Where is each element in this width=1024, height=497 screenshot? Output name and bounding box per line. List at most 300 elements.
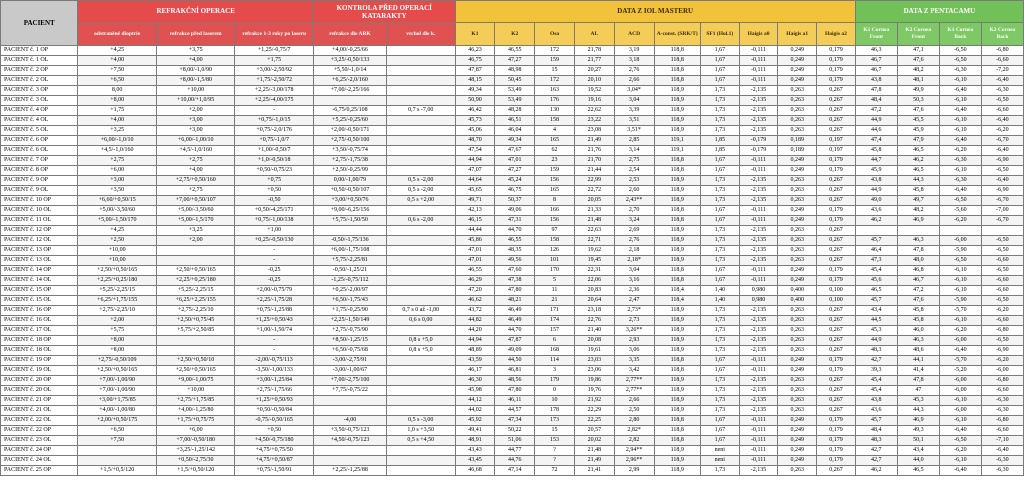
table-cell: +1,25/+0,50/93 bbox=[235, 396, 314, 406]
patient-name-cell: PACIENT č. 10 OL bbox=[1, 206, 78, 216]
table-cell: 0,179 bbox=[817, 446, 856, 456]
table-cell: +7,50 bbox=[78, 436, 157, 446]
table-cell bbox=[386, 246, 455, 256]
table-cell: 1,67 bbox=[700, 66, 739, 76]
table-cell: 0,5 s -2,00 bbox=[386, 176, 455, 186]
table-cell: 45,8 bbox=[855, 146, 897, 156]
table-cell: +5,00/-3,50/60 bbox=[156, 206, 235, 216]
table-cell: +1,00/-0,50/7 bbox=[235, 146, 314, 156]
table-cell: -0,111 bbox=[739, 276, 778, 286]
table-cell: +4,00 bbox=[78, 56, 157, 66]
table-cell: 21,92 bbox=[574, 396, 614, 406]
table-cell: 0,263 bbox=[778, 106, 817, 116]
table-cell: 46,8 bbox=[897, 266, 939, 276]
table-cell: 20,02 bbox=[574, 436, 614, 446]
subheader-cell: A-const. (SRK/T) bbox=[654, 23, 700, 46]
table-row bbox=[1, 276, 1024, 286]
table-cell: -6,30 bbox=[981, 86, 1023, 96]
table-cell: 0,249 bbox=[778, 426, 817, 436]
table-cell: -6,60 bbox=[981, 256, 1023, 266]
table-cell: 44,6 bbox=[855, 126, 897, 136]
table-cell bbox=[386, 256, 455, 266]
table-cell: 0,263 bbox=[778, 466, 817, 476]
table-cell bbox=[939, 226, 981, 236]
table-cell: +5,00/-1,50/170 bbox=[78, 216, 157, 226]
table-cell: 170 bbox=[535, 266, 575, 276]
table-cell: -6,40 bbox=[939, 466, 981, 476]
table-cell: +4,50/-0,75/123 bbox=[313, 436, 386, 446]
table-cell: 48,70 bbox=[455, 136, 495, 146]
patient-name-cell: PACIENT č. 3 OP bbox=[1, 86, 78, 96]
table-cell: +7,00/-1,00/90 bbox=[78, 386, 157, 396]
table-row bbox=[1, 346, 1024, 356]
table-cell: +5,00/-3,50/60 bbox=[78, 206, 157, 216]
table-cell bbox=[386, 266, 455, 276]
table-cell: 130 bbox=[535, 106, 575, 116]
table-cell: 118,9 bbox=[654, 336, 700, 346]
table-cell: 118,9 bbox=[654, 126, 700, 136]
table-cell bbox=[386, 116, 455, 126]
table-cell: 0,267 bbox=[817, 126, 856, 136]
table-cell: 0,179 bbox=[817, 206, 856, 216]
table-cell: -5,70 bbox=[939, 306, 981, 316]
table-cell: +8,00 bbox=[78, 336, 157, 346]
table-cell: 0,267 bbox=[817, 96, 856, 106]
table-cell: 118,8 bbox=[654, 156, 700, 166]
table-cell: -6,10 bbox=[939, 456, 981, 466]
table-cell: +7,00/-2,25/166 bbox=[313, 86, 386, 96]
patient-name-cell: PACIENT č. 21 OL bbox=[1, 406, 78, 416]
table-cell: 45,5 bbox=[897, 116, 939, 126]
table-cell: 0,400 bbox=[778, 296, 817, 306]
table-cell: +0,50/-0,75/23 bbox=[235, 166, 314, 176]
table-cell: 1,67 bbox=[700, 46, 739, 56]
table-cell: 3,04 bbox=[614, 266, 654, 276]
table-cell: +7,00/-0,50/180 bbox=[156, 436, 235, 446]
table-cell: 43,8 bbox=[855, 176, 897, 186]
table-cell: -5,20 bbox=[939, 366, 981, 376]
table-cell: -0,111 bbox=[739, 356, 778, 366]
table-cell: 1,67 bbox=[700, 436, 739, 446]
table-cell: 0,249 bbox=[778, 416, 817, 426]
table-cell: +7,50 bbox=[78, 66, 157, 76]
table-cell: +3,25/-0,50/133 bbox=[313, 56, 386, 66]
patient-name-cell: PACIENT č. 2 OP bbox=[1, 66, 78, 76]
table-cell: +2,75 bbox=[156, 156, 235, 166]
table-cell: 45,92 bbox=[455, 416, 495, 426]
table-cell: 0,249 bbox=[778, 216, 817, 226]
table-cell bbox=[386, 56, 455, 66]
table-cell: 53,49 bbox=[495, 86, 535, 96]
table-cell: 0 bbox=[535, 386, 575, 396]
table-cell: -6,50 bbox=[939, 196, 981, 206]
table-cell: +6,00/-1,00/10 bbox=[156, 136, 235, 146]
patient-name-cell: PACIENT č. 22 OP bbox=[1, 426, 78, 436]
table-cell: 0,263 bbox=[778, 246, 817, 256]
table-cell: 0,263 bbox=[778, 176, 817, 186]
table-cell: -2,135 bbox=[739, 126, 778, 136]
table-cell: +3,50/-0,75/74 bbox=[313, 146, 386, 156]
table-cell: 72 bbox=[535, 466, 575, 476]
table-row bbox=[1, 376, 1024, 386]
table-cell: -6,40 bbox=[939, 106, 981, 116]
table-cell: 48,35 bbox=[495, 246, 535, 256]
patient-name-cell: PACIENT č. 23 OL bbox=[1, 436, 78, 446]
table-cell: 0,263 bbox=[778, 196, 817, 206]
table-cell: 0,8 s +5,0 bbox=[386, 346, 455, 356]
table-cell: 1,73 bbox=[700, 306, 739, 316]
table-cell: 46,04 bbox=[495, 126, 535, 136]
table-cell: 1,85 bbox=[700, 146, 739, 156]
table-cell: 46,2 bbox=[897, 156, 939, 166]
table-cell: +2,50/-0,25/99 bbox=[313, 166, 386, 176]
table-cell: 46,17 bbox=[455, 366, 495, 376]
table-cell: 118,9 bbox=[654, 316, 700, 326]
table-cell: 0,249 bbox=[778, 156, 817, 166]
table-cell: 2,76 bbox=[614, 236, 654, 246]
subheader-cell: K2 Cornea Back bbox=[981, 23, 1023, 46]
table-cell: 22,31 bbox=[574, 266, 614, 276]
table-cell bbox=[897, 226, 939, 236]
table-cell: 46,49 bbox=[495, 306, 535, 316]
table-cell: +2,75/+1,75/85 bbox=[156, 396, 235, 406]
table-cell: 44,02 bbox=[455, 406, 495, 416]
table-row bbox=[1, 96, 1024, 106]
table-cell: -6,50 bbox=[939, 256, 981, 266]
table-cell: 21,49 bbox=[574, 136, 614, 146]
table-cell: 22,62 bbox=[574, 106, 614, 116]
table-cell bbox=[386, 226, 455, 236]
table-cell: -2,135 bbox=[739, 176, 778, 186]
table-cell: 47,01 bbox=[455, 256, 495, 266]
table-cell: -0,111 bbox=[739, 76, 778, 86]
table-cell: 23,03 bbox=[574, 356, 614, 366]
table-cell: 118,8 bbox=[654, 66, 700, 76]
table-cell: -6,00 bbox=[981, 366, 1023, 376]
table-cell: +3,00 bbox=[156, 116, 235, 126]
table-cell: 21,78 bbox=[574, 46, 614, 56]
table-cell: 2,76 bbox=[614, 66, 654, 76]
patient-name-cell: PACIENT č. 6 OL bbox=[1, 146, 78, 156]
table-cell: 45,7 bbox=[855, 236, 897, 246]
table-cell: 118,8 bbox=[654, 56, 700, 66]
table-cell: -6,20 bbox=[981, 306, 1023, 316]
table-cell: 6 bbox=[535, 336, 575, 346]
table-cell: 46,55 bbox=[495, 46, 535, 56]
table-cell: 46,81 bbox=[495, 366, 535, 376]
table-cell: 0,267 bbox=[817, 466, 856, 476]
patient-name-cell: PACIENT č. 15 OL bbox=[1, 296, 78, 306]
table-cell: +2,50/+0,50/165 bbox=[78, 266, 157, 276]
table-cell: -6,90 bbox=[981, 346, 1023, 356]
table-cell: +6,25/+1,75/155 bbox=[78, 296, 157, 306]
table-cell: 0,267 bbox=[817, 236, 856, 246]
table-row bbox=[1, 236, 1024, 246]
table-cell: 23 bbox=[535, 156, 575, 166]
table-cell: -0,111 bbox=[739, 416, 778, 426]
table-cell: 1,40 bbox=[700, 286, 739, 296]
table-cell: -5,70 bbox=[939, 356, 981, 366]
table-cell: +2,25/-4,00/175 bbox=[235, 96, 314, 106]
table-cell: 172 bbox=[535, 46, 575, 56]
table-cell: +1,75 bbox=[235, 56, 314, 66]
table-cell: 45,6 bbox=[855, 276, 897, 286]
table-cell: 119,1 bbox=[654, 136, 700, 146]
table-cell: 0,179 bbox=[817, 366, 856, 376]
table-cell: 48,3 bbox=[855, 346, 897, 356]
table-row bbox=[1, 106, 1024, 116]
table-cell: 47,87 bbox=[455, 66, 495, 76]
table-cell: 49,71 bbox=[455, 196, 495, 206]
table-cell: +0,50 bbox=[235, 426, 314, 436]
table-cell: 39,3 bbox=[855, 366, 897, 376]
table-cell: +3,50 bbox=[78, 186, 157, 196]
table-cell bbox=[313, 446, 386, 456]
table-cell: 118,9 bbox=[654, 326, 700, 336]
table-cell: 47,2 bbox=[897, 286, 939, 296]
table-cell: 20,27 bbox=[574, 66, 614, 76]
table-cell: 97 bbox=[535, 226, 575, 236]
table-cell: +6,25/+2,25/155 bbox=[156, 296, 235, 306]
table-cell: 2,47 bbox=[614, 296, 654, 306]
table-cell: -6,20 bbox=[939, 146, 981, 156]
table-cell: -6,40 bbox=[981, 76, 1023, 86]
table-cell: -6,10 bbox=[939, 166, 981, 176]
table-cell: 2,66 bbox=[614, 76, 654, 86]
patient-name-cell: PACIENT č. 22 OL bbox=[1, 416, 78, 426]
table-cell: 0,7 s -7,00 bbox=[386, 106, 455, 116]
table-cell: 118,9 bbox=[654, 406, 700, 416]
table-cell: 0,263 bbox=[778, 376, 817, 386]
table-cell: -0,111 bbox=[739, 426, 778, 436]
table-cell: 1,73 bbox=[700, 246, 739, 256]
table-cell: 126 bbox=[535, 246, 575, 256]
table-cell: 48,0 bbox=[897, 256, 939, 266]
table-cell: 46,49 bbox=[495, 316, 535, 326]
table-cell: - bbox=[235, 336, 314, 346]
table-cell: 158 bbox=[535, 116, 575, 126]
table-cell: -6,80 bbox=[981, 376, 1023, 386]
table-cell: -6,60 bbox=[981, 106, 1023, 116]
table-cell: 49,56 bbox=[495, 256, 535, 266]
table-cell: +0,75/-1,25/88 bbox=[235, 306, 314, 316]
table-cell: -6,10 bbox=[939, 76, 981, 86]
table-cell: ? bbox=[535, 456, 575, 466]
table-cell bbox=[386, 356, 455, 366]
table-cell: 21,48 bbox=[574, 216, 614, 226]
table-cell: 0,5 s -2,00 bbox=[386, 186, 455, 196]
table-cell: 44,9 bbox=[855, 186, 897, 196]
table-cell: 3,26** bbox=[614, 326, 654, 336]
table-cell: +2,00/-0,75/79 bbox=[235, 286, 314, 296]
table-row bbox=[1, 416, 1024, 426]
table-cell: 46,51 bbox=[495, 116, 535, 126]
table-cell: +6,00/-1,0/10 bbox=[78, 136, 157, 146]
table-row bbox=[1, 166, 1024, 176]
table-cell: +3,25 bbox=[78, 126, 157, 136]
table-row bbox=[1, 256, 1024, 266]
table-cell: 53,49 bbox=[495, 96, 535, 106]
table-cell: +0,75/-1,50/91 bbox=[235, 466, 314, 476]
table-cell: +4,75/+0,50/87 bbox=[235, 456, 314, 466]
patient-name-cell: PACIENT č. 25 OP bbox=[1, 466, 78, 476]
patient-name-cell: PACIENT č. 12 OP bbox=[1, 226, 78, 236]
table-cell: 0,197 bbox=[817, 136, 856, 146]
table-cell: +9,00/-6,25/156 bbox=[313, 206, 386, 216]
table-cell: -6,10 bbox=[939, 416, 981, 426]
table-cell: 47,8 bbox=[897, 246, 939, 256]
table-cell: 44,64 bbox=[455, 176, 495, 186]
table-cell: 45,8 bbox=[897, 316, 939, 326]
table-cell: -1,25/-0,75/112 bbox=[313, 276, 386, 286]
table-cell: -2,00/-0,75/113 bbox=[235, 356, 314, 366]
table-cell: +2,50/+0,75/45 bbox=[156, 316, 235, 326]
table-cell: -2,135 bbox=[739, 116, 778, 126]
table-cell: 43,8 bbox=[855, 396, 897, 406]
table-cell: -6,10 bbox=[939, 266, 981, 276]
table-cell: 3,19 bbox=[614, 46, 654, 56]
table-cell: 43,6 bbox=[855, 206, 897, 216]
table-cell: 118,9 bbox=[654, 96, 700, 106]
table-cell: 15 bbox=[535, 66, 575, 76]
table-cell: 43,72 bbox=[455, 306, 495, 316]
table-cell bbox=[386, 76, 455, 86]
table-cell: -0,50/-1,75/136 bbox=[313, 236, 386, 246]
table-cell: 153 bbox=[535, 436, 575, 446]
table-cell: +10,00 bbox=[156, 386, 235, 396]
table-cell: -2,135 bbox=[739, 96, 778, 106]
table-cell: 179 bbox=[535, 376, 575, 386]
table-row bbox=[1, 436, 1024, 446]
table-cell: 0,267 bbox=[817, 336, 856, 346]
table-cell: 47,34 bbox=[495, 416, 535, 426]
table-cell bbox=[386, 366, 455, 376]
table-cell: 0,197 bbox=[817, 146, 856, 156]
patient-name-cell: PACIENT č. 17 OL bbox=[1, 326, 78, 336]
table-cell: 0,7 s 0 až -1,00 bbox=[386, 306, 455, 316]
table-cell: -6,50 bbox=[981, 266, 1023, 276]
table-cell: 47,20 bbox=[455, 286, 495, 296]
subheader-cell: ACD bbox=[614, 23, 654, 46]
table-cell: -6,00 bbox=[939, 406, 981, 416]
table-cell: 22,72 bbox=[574, 186, 614, 196]
table-cell: 2,73* bbox=[614, 306, 654, 316]
table-cell: 45,06 bbox=[455, 126, 495, 136]
table-cell: +1,75/-2,50/72 bbox=[235, 76, 314, 86]
subheader-cell: Haigis a0 bbox=[739, 23, 778, 46]
table-cell: 118,4 bbox=[654, 296, 700, 306]
table-cell: +10,00 bbox=[156, 86, 235, 96]
table-cell bbox=[78, 446, 157, 456]
table-cell: +2,25/-1,50/149 bbox=[313, 316, 386, 326]
table-cell: -6,40 bbox=[981, 446, 1023, 456]
table-cell: +8,00/-1,0/90 bbox=[156, 66, 235, 76]
table-cell: -7,20 bbox=[981, 66, 1023, 76]
table-cell: -2,135 bbox=[739, 346, 778, 356]
table-cell: +6,00 bbox=[156, 426, 235, 436]
table-cell: 47,54 bbox=[455, 146, 495, 156]
table-cell: 46,68 bbox=[455, 466, 495, 476]
table-cell: 19,16 bbox=[574, 96, 614, 106]
table-cell: +4,5/-1,0/160 bbox=[78, 146, 157, 156]
table-cell: -2,135 bbox=[739, 326, 778, 336]
table-cell: -0,179 bbox=[739, 136, 778, 146]
table-cell: -6,60 bbox=[981, 316, 1023, 326]
table-cell: 0,249 bbox=[778, 46, 817, 56]
table-cell: 3 bbox=[535, 366, 575, 376]
table-cell: 44,57 bbox=[495, 406, 535, 416]
table-row bbox=[1, 146, 1024, 156]
table-cell: 118,9 bbox=[654, 186, 700, 196]
table-cell: -2,135 bbox=[739, 196, 778, 206]
table-row bbox=[1, 296, 1024, 306]
table-cell bbox=[386, 276, 455, 286]
table-cell: 45,8 bbox=[897, 186, 939, 196]
table-cell: 0,179 bbox=[817, 426, 856, 436]
table-cell: 0,263 bbox=[778, 86, 817, 96]
table-cell bbox=[386, 296, 455, 306]
table-cell bbox=[386, 96, 455, 106]
table-cell: 0,263 bbox=[778, 326, 817, 336]
table-cell: +2,75/-2,25/10 bbox=[78, 306, 157, 316]
table-cell: 45,9 bbox=[897, 126, 939, 136]
table-cell: -6,60 bbox=[981, 426, 1023, 436]
table-cell: -3,00/-2,75/91 bbox=[313, 356, 386, 366]
patient-name-cell: PACIENT č. 18 OL bbox=[1, 346, 78, 356]
table-cell: 48,56 bbox=[495, 376, 535, 386]
table-cell bbox=[386, 156, 455, 166]
table-cell: 43,59 bbox=[455, 356, 495, 366]
table-cell bbox=[313, 396, 386, 406]
subheader-cell: Osa bbox=[535, 23, 575, 46]
table-cell bbox=[313, 96, 386, 106]
table-cell: 49,09 bbox=[495, 346, 535, 356]
table-cell: 45,4 bbox=[855, 266, 897, 276]
table-cell: 21,40 bbox=[574, 326, 614, 336]
table-cell: 118,9 bbox=[654, 176, 700, 186]
table-cell: 22,06 bbox=[574, 276, 614, 286]
patient-name-cell: PACIENT č. 12 OL bbox=[1, 236, 78, 246]
table-cell: 46,42 bbox=[455, 106, 495, 116]
table-cell: 0,267 bbox=[817, 406, 856, 416]
table-cell: -0,111 bbox=[739, 436, 778, 446]
table-cell: -0,111 bbox=[739, 206, 778, 216]
table-cell: +5,50/-1,0/14 bbox=[313, 66, 386, 76]
patient-name-cell: PACIENT č. 3 OL bbox=[1, 96, 78, 106]
patient-name-cell: PACIENT č. 11 OL bbox=[1, 216, 78, 226]
table-cell: 2,18* bbox=[614, 256, 654, 266]
table-cell: +3,00/+1,75/85 bbox=[78, 396, 157, 406]
table-cell: -6,50 bbox=[981, 236, 1023, 246]
table-cell: +0,50/-2,75/30 bbox=[156, 456, 235, 466]
table-cell: +2,50 bbox=[78, 236, 157, 246]
table-cell: 47,2 bbox=[855, 106, 897, 116]
table-cell: -6,50 bbox=[981, 296, 1023, 306]
table-cell: 0,249 bbox=[778, 456, 817, 466]
subheader-cell: K2 Cornea Front bbox=[897, 23, 939, 46]
table-cell: 42,7 bbox=[855, 356, 897, 366]
table-cell bbox=[386, 126, 455, 136]
patient-name-cell: PACIENT č. 7 OP bbox=[1, 156, 78, 166]
table-cell: 1,85 bbox=[700, 136, 739, 146]
table-cell: -2,135 bbox=[739, 86, 778, 96]
table-cell: 1,73 bbox=[700, 86, 739, 96]
table-cell: - bbox=[235, 346, 314, 356]
table-cell: 46,3 bbox=[897, 336, 939, 346]
table-cell: 0,100 bbox=[817, 296, 856, 306]
table-cell: 47,31 bbox=[495, 216, 535, 226]
table-cell: 2,82* bbox=[614, 426, 654, 436]
